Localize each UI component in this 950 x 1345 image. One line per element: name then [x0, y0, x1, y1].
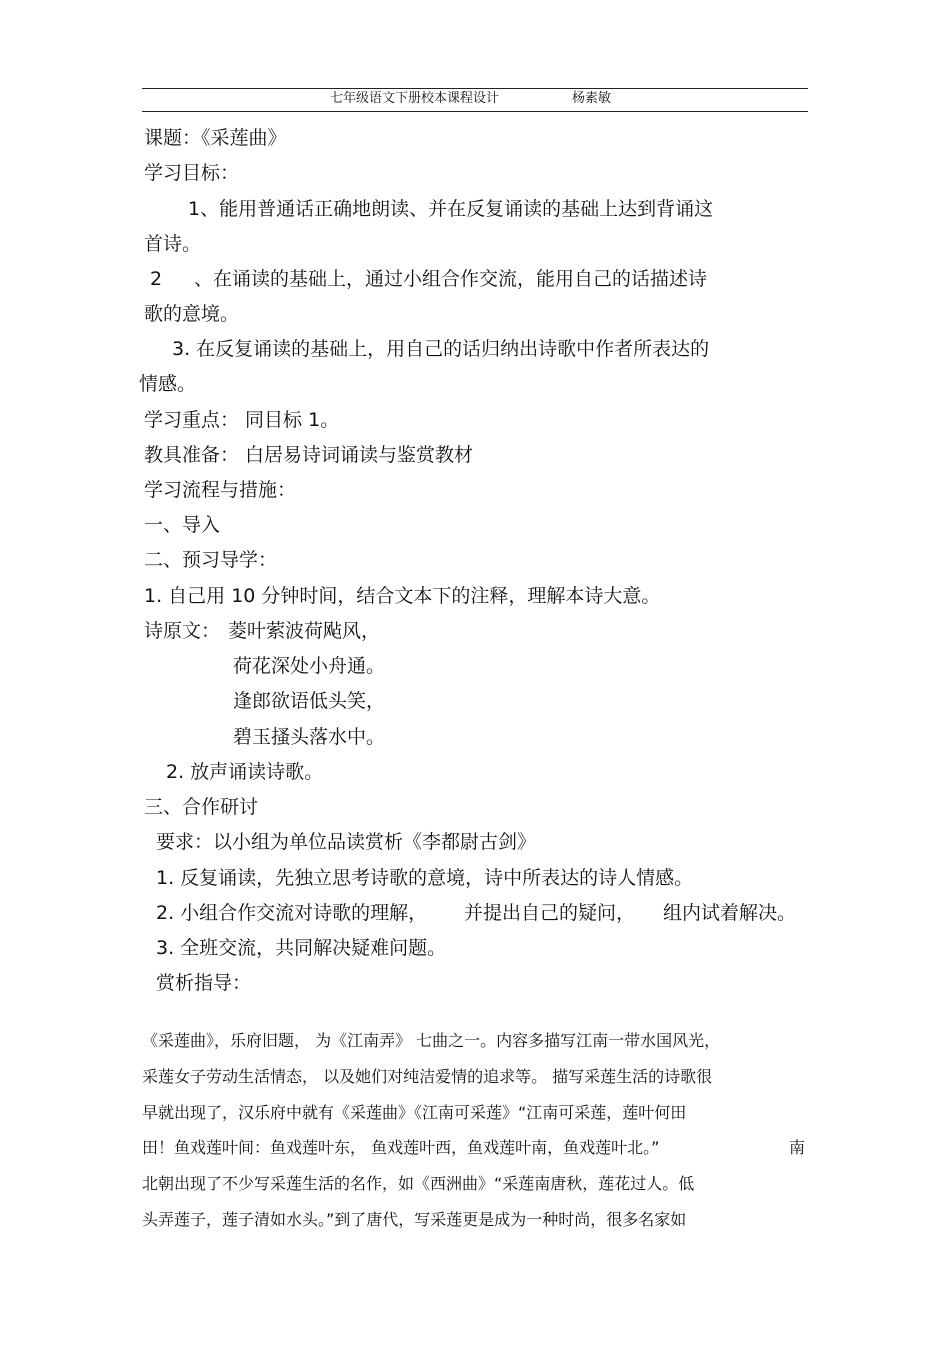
- goal-2-number: 2: [150, 268, 163, 290]
- poem-line: 碧玉搔头落水中。: [233, 726, 386, 748]
- process-heading: 学习流程与措施：: [144, 479, 297, 501]
- group-requirement: 要求：以小组为单位品读赏析《李都尉古剑》: [156, 831, 537, 853]
- requirement-2-part-c: 组内试着解决。: [663, 902, 797, 924]
- poem-line: 菱叶萦波荷飐风，: [228, 620, 381, 642]
- step-2-item-1: 1. 自己用 10 分钟时间，结合文本下的注释，理解本诗大意。: [144, 585, 661, 607]
- guide-heading: 赏析指导：: [156, 972, 252, 994]
- analysis-line: 头弄莲子，莲子清如水头。”到了唐代，写采莲更是成为一种时尚，很多名家如: [142, 1210, 687, 1229]
- requirement-3: 3. 全班交流，共同解决疑难问题。: [156, 937, 447, 959]
- teaching-tools: 教具准备： 白居易诗词诵读与鉴赏教材: [144, 444, 474, 466]
- goals-heading: 学习目标：: [144, 162, 240, 184]
- goal-1-line-1: 1、能用普通话正确地朗读、并在反复诵读的基础上达到背诵这: [188, 198, 714, 220]
- goal-2-line-2: 歌的意境。: [144, 303, 240, 325]
- header-author: 杨素敏: [572, 91, 612, 106]
- header-course: 七年级语文下册校本课程设计: [330, 91, 500, 106]
- goal-2-line-1: 、在诵读的基础上，通过小组合作交流，能用自己的话描述诗: [194, 268, 708, 290]
- header-top-rule: [142, 88, 808, 89]
- analysis-line: 北朝出现了不少写采莲生活的名作，如《西洲曲》“采莲南唐秋，莲花过人。低: [142, 1174, 695, 1193]
- requirement-2-part-b: 并提出自己的疑问，: [464, 902, 636, 924]
- header-bottom-rule: [142, 111, 808, 112]
- goal-1-line-2: 首诗。: [144, 233, 202, 255]
- step-2-heading: 二、预习导学：: [144, 549, 278, 571]
- analysis-line: 田！鱼戏莲叶间：鱼戏莲叶东， 鱼戏莲叶西，鱼戏莲叶南，鱼戏莲叶北。”: [142, 1138, 660, 1157]
- analysis-line-end: 南: [789, 1138, 806, 1157]
- requirement-1: 1. 反复诵读，先独立思考诗歌的意境，诗中所表达的诗人情感。: [156, 867, 694, 889]
- poem-line: 荷花深处小舟通。: [233, 655, 386, 677]
- analysis-line: 《采莲曲》，乐府旧题， 为《江南弄》 七曲之一。内容多描写江南一带水国风光，: [142, 1031, 721, 1050]
- requirement-2-part-a: 2. 小组合作交流对诗歌的理解，: [156, 902, 428, 924]
- lesson-title: 课题：《采莲曲》: [144, 127, 287, 149]
- goal-3-line-1: 3. 在反复诵读的基础上，用自己的话归纳出诗歌中作者所表达的: [172, 338, 710, 360]
- analysis-line: 采莲女子劳动生活情态， 以及她们对纯洁爱情的追求等。 描写采莲生活的诗歌很: [142, 1067, 713, 1086]
- step-3-heading: 三、合作研讨: [144, 796, 259, 818]
- poem-label: 诗原文：: [144, 620, 221, 642]
- step-2-item-2: 2. 放声诵读诗歌。: [166, 761, 324, 783]
- goal-3-line-2: 情感。: [139, 373, 197, 395]
- poem-line: 逢郎欲语低头笑，: [233, 690, 386, 712]
- step-1-heading: 一、导入: [144, 514, 221, 536]
- learning-focus: 学习重点： 同目标 1。: [144, 409, 340, 431]
- analysis-line: 早就出现了，汉乐府中就有《采莲曲》《江南可采莲》“江南可采莲，莲叶何田: [142, 1103, 687, 1122]
